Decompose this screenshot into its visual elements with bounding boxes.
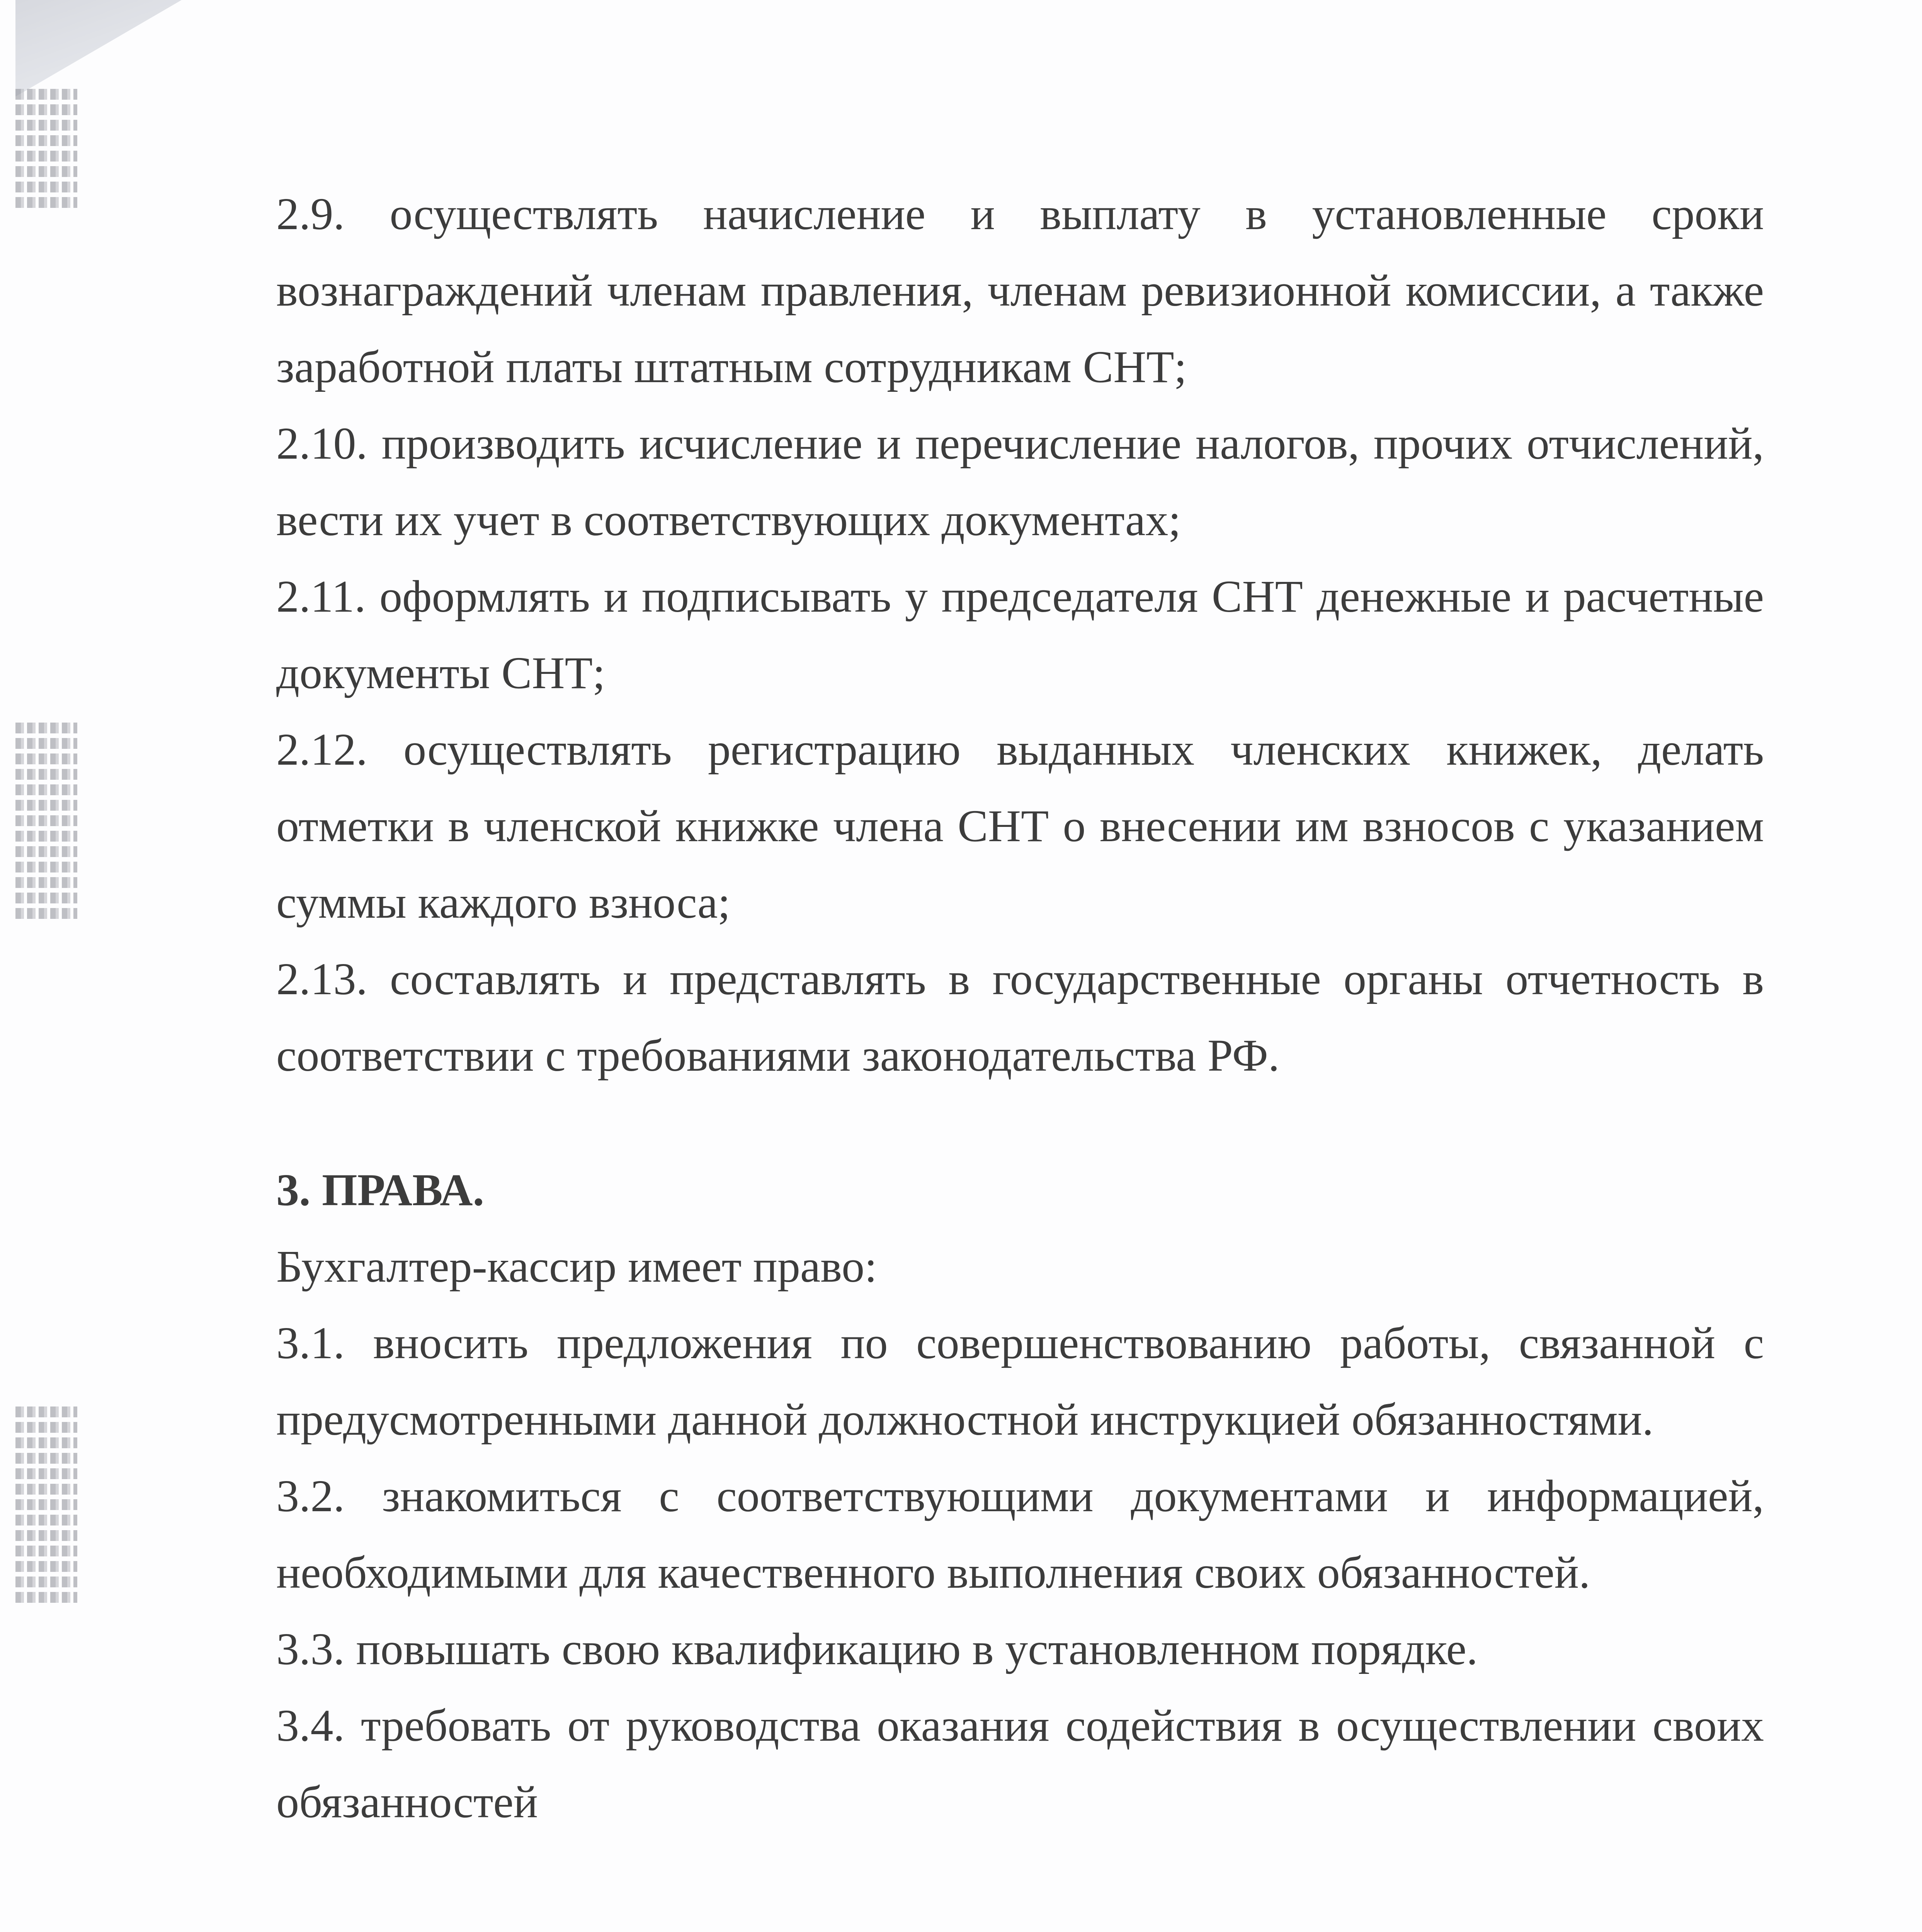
clause-3-2: 3.2. знакомиться с соответствующими документами и информацией, необходимыми для качественного выполнения своих обязанностей. xyxy=(276,1471,1764,1598)
section-4-heading xyxy=(276,1925,1764,1932)
scan-binding-marks-upper-middle xyxy=(15,723,77,923)
section-3-intro: Бухгалтер-кассир имеет право: xyxy=(276,1241,877,1292)
clause-3-1: 3.1. вносить предложения по совершенствованию работы, связанной с предусмотренными данной должностной инструкцией обязанностями. xyxy=(276,1318,1764,1445)
clause-2-12: 2.12. осуществлять регистрацию выданных членских книжек, делать отметки в членской книжке члена СНТ о внесении им взносов с указанием суммы каждого взноса; xyxy=(276,724,1764,928)
section-3-heading: 3. ПРАВА. xyxy=(276,1165,484,1215)
document-body xyxy=(276,176,1764,1932)
clause-3-4: 3.4. требовать от руководства оказания содействия в осуществлении своих обязанностей xyxy=(276,1700,1764,1827)
clause-2-11: 2.11. оформлять и подписывать у председателя СНТ денежные и расчетные документы СНТ; xyxy=(276,571,1764,698)
page-corner-fold xyxy=(0,0,182,100)
scan-binding-marks-top xyxy=(15,89,77,213)
clause-2-13: 2.13. составлять и представлять в государственные органы отчетность в соответствии с требованиями законодательства РФ. xyxy=(276,954,1764,1081)
clause-2-10: 2.10. производить исчисление и перечисление налогов, прочих отчислений, вести их учет в соответствующих документах; xyxy=(276,418,1764,545)
clause-3-3: 3.3. повышать свою квалификацию в установленном порядке. xyxy=(276,1624,1478,1674)
clause-2-9: 2.9. осуществлять начисление и выплату в установленные сроки вознаграждений членам правления, членам ревизионной комиссии, а также заработной платы штатным сотрудникам СНТ; xyxy=(276,189,1764,392)
scan-binding-marks-lower-middle xyxy=(15,1406,77,1607)
